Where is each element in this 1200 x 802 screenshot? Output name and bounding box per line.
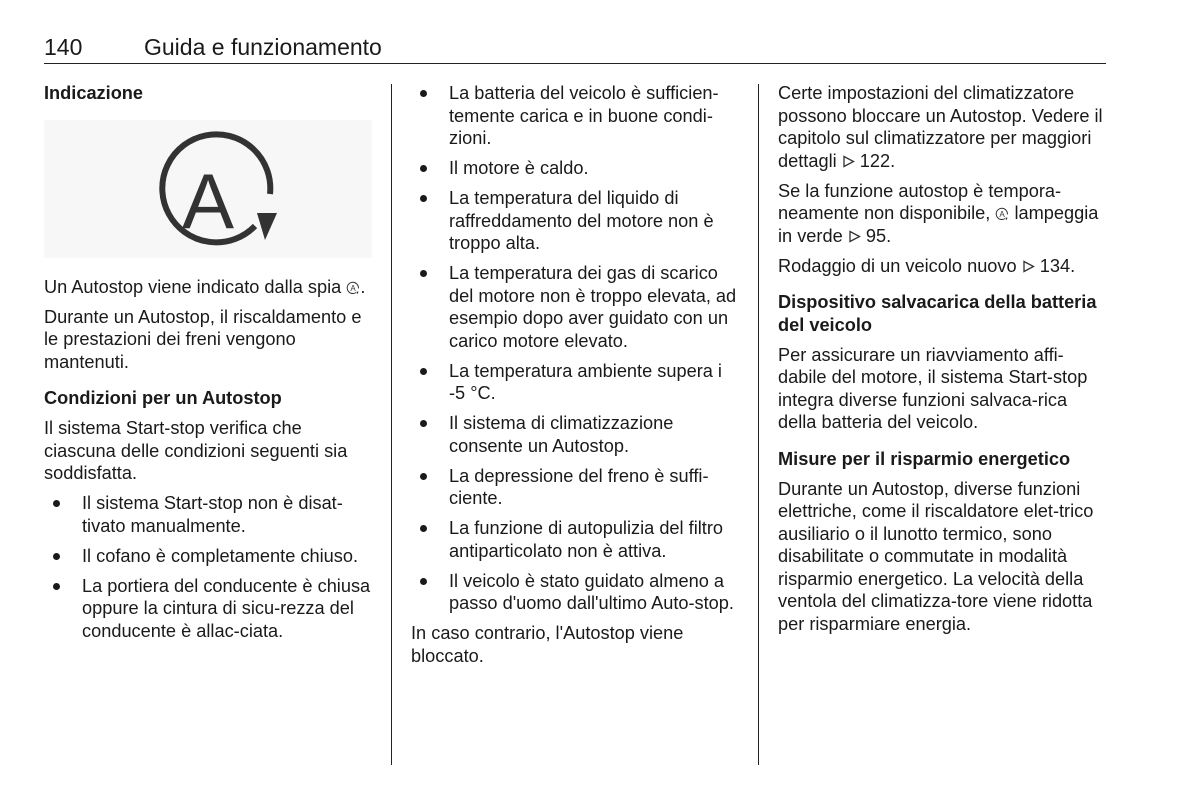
list-item: La funzione di autopulizia del filtro antiparticolato non è attiva. <box>411 517 743 562</box>
bullet-icon <box>420 165 427 172</box>
svg-text:A: A <box>999 210 1006 219</box>
page-title: Guida e funzionamento <box>144 34 382 60</box>
page-number: 140 <box>44 34 83 60</box>
list-item: La temperatura ambiente supera i -5 °C. <box>411 360 743 405</box>
column-divider-1 <box>391 84 392 765</box>
bullet-icon <box>53 583 60 590</box>
bullet-icon <box>53 500 60 507</box>
list-item: La depressione del freno è suffi-ciente. <box>411 465 743 510</box>
list-item: Il sistema Start-stop non è disat-tivato manualmente. <box>44 492 374 537</box>
list-item: Il veicolo è stato guidato almeno a passo d'uomo dall'ultimo Auto-stop. <box>411 570 743 615</box>
section-heading-risparmio: Misure per il risparmio energetico <box>778 448 1071 469</box>
column-divider-2 <box>758 84 759 765</box>
section-heading-salvacarica: Dispositivo salvacarica della batteria del veicolo <box>778 292 1097 335</box>
page-reference[interactable]: 122. <box>859 150 896 171</box>
bullet-icon <box>53 553 60 560</box>
bullet-icon <box>420 420 427 427</box>
paragraph-climatizzatore: Certe impostazioni del climatizzatore possono bloccare un Autostop. Vedere il capitolo sul climatizzatore per maggiori dettagli 122. <box>778 83 1103 171</box>
list-item: La batteria del veicolo è sufficien-temente carica e in buone condi-zioni. <box>411 82 743 150</box>
page-reference-arrow-icon <box>842 155 855 168</box>
header-rule <box>44 63 1106 64</box>
bullet-icon <box>420 578 427 585</box>
paragraph-risparmio: Durante un Autostop, diverse funzioni elettriche, come il riscaldatore elet-trico ausiliario o il lunotto termico, sono disabilitate o commutate in modalità risparmio energetico. La velocità della ventola del climatizza-tore viene ridotta per risparmiare energia. <box>778 478 1094 634</box>
page-reference-arrow-icon <box>848 230 861 243</box>
page-reference-arrow-icon <box>1022 260 1035 273</box>
bullet-icon <box>420 473 427 480</box>
svg-text:A: A <box>350 283 356 293</box>
autostop-icon <box>995 207 1009 221</box>
paragraph-salvacarica: Per assicurare un riavviamento affi-dabile del motore, il sistema Start-stop integra diverse funzioni salvaca-rica della batteria del veicolo. <box>778 344 1088 432</box>
list-item: La temperatura del liquido di raffreddamento del motore non è troppo alta. <box>411 187 743 255</box>
bullet-icon <box>420 525 427 532</box>
list-item: Il sistema di climatizzazione consente un Autostop. <box>411 412 743 457</box>
list-item: La portiera del conducente è chiusa oppure la cintura di sicu-rezza del conducente è allac-ciata. <box>44 575 374 643</box>
paragraph-spia: Un Autostop viene indicato dalla spia A . <box>44 276 366 297</box>
paragraph-riscaldamento: Durante un Autostop, il riscaldamento e le prestazioni dei freni vengono mantenuti. <box>44 306 362 372</box>
paragraph-non-disponibile: Se la funzione autostop è tempora-neamente non disponibile, A lampeggia in verde 95. <box>778 180 1099 246</box>
paragraph-caso-contrario: In caso contrario, l'Autostop viene bloccato. <box>411 623 684 666</box>
list-item: La temperatura dei gas di scarico del motore non è troppo elevata, ad esempio dopo aver guidato con un carico motore elevato. <box>411 262 743 352</box>
autostop-icon <box>346 281 360 295</box>
column-2 <box>411 82 743 675</box>
bullet-icon <box>420 90 427 97</box>
section-heading-indicazione: Indicazione <box>44 83 144 103</box>
bullet-icon <box>420 270 427 277</box>
bullet-icon <box>420 195 427 202</box>
paragraph-rodaggio: Rodaggio di un veicolo nuovo 134. <box>778 255 1076 276</box>
bullet-icon <box>420 368 427 375</box>
page-reference[interactable]: 95. <box>865 225 892 246</box>
section-heading-condizioni: Condizioni per un Autostop <box>44 388 282 408</box>
list-item: Il motore è caldo. <box>411 157 743 180</box>
condition-list-2 <box>411 82 743 615</box>
condition-list-1 <box>44 492 374 642</box>
column-1 <box>44 82 374 650</box>
paragraph-verifica: Il sistema Start-stop verifica che ciascuna delle condizioni seguenti sia soddisfatta. <box>44 418 348 483</box>
autostop-indicator-illustration <box>44 120 372 258</box>
illustration-letter: A <box>181 156 235 245</box>
page-reference[interactable]: 134. <box>1039 255 1076 276</box>
list-item: Il cofano è completamente chiuso. <box>44 545 374 568</box>
column-3 <box>778 82 1108 643</box>
